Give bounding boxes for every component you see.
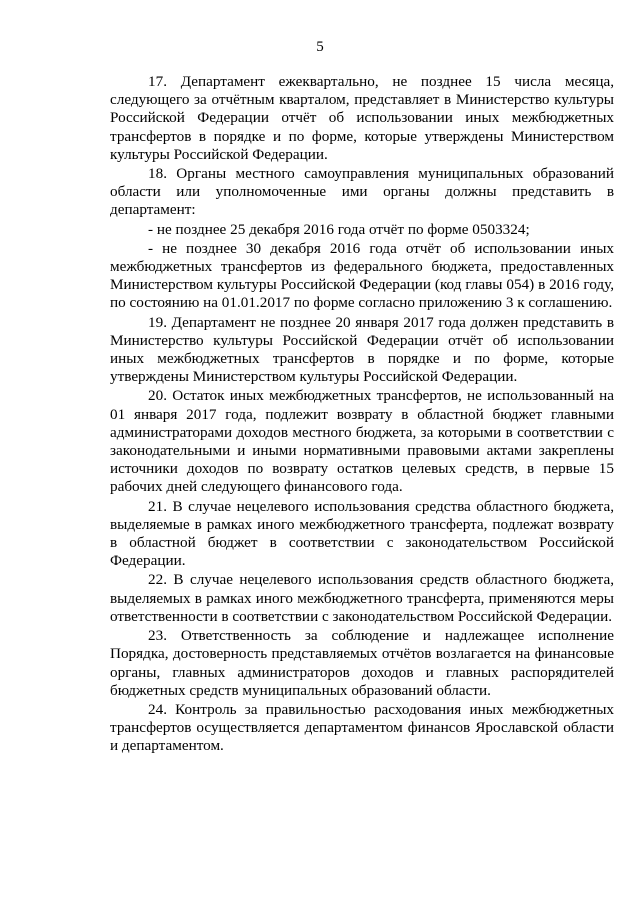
list-item-deadline-30-december: - не позднее 30 декабря 2016 года отчёт об использовании иных межбюджетных трансфертов из федерального бюджета, предоставленных Министерством культуры Российской Федерации (код главы 054) в 2016 году, по состоянию на 01.01.2017 по форме согласно приложению 3 к соглашению.: [110, 239, 614, 312]
paragraph-24: 24. Контроль за правильностью расходования иных межбюджетных трансфертов осуществляется департаментом финансов Ярославской области и департаментом.: [110, 700, 614, 755]
paragraph-23: 23. Ответственность за соблюдение и надлежащее исполнение Порядка, достоверность представляемых отчётов возлагается на финансовые органы, главных администраторов доходов и главных распорядителей бюджетных средств муниципальных образований области.: [110, 627, 614, 699]
paragraph-21: 21. В случае нецелевого использования средства областного бюджета, выделяемые в рамках иного межбюджетного трансферта, подлежат возврату в областной бюджет в соответствии с законодательством Российской Федерации.: [110, 497, 614, 570]
paragraph-22: 22. В случае нецелевого использования средств областного бюджета, выделяемых в рамках иного межбюджетного трансферта, применяются меры ответственности в соответствии с законодательством Российской Федерации.: [110, 571, 614, 625]
paragraph-20: 20. Остаток иных межбюджетных трансфертов, не использованный на 01 января 2017 года, подлежит возврату в областной бюджет главными администраторами доходов местного бюджета, за которыми в соответствии с законодательными и иными нормативными правовыми актами закреплены источники доходов по возврату остатков целевых средств, в первые 15 рабочих дней следующего финансового года.: [110, 387, 614, 496]
paragraph-18: 18. Органы местного самоуправления муниципальных образований области или уполномоченные ими органы должны представить в департамент:: [110, 165, 614, 219]
page-number: 5: [316, 39, 324, 55]
paragraph-17: 17. Департамент ежеквартально, не позднее 15 числа месяца, следующего за отчётным кварталом, представляет в Министерство культуры Российской Федерации отчёт об использовании иных межбюджетных трансфертов в порядке и по форме, которые утверждены Министерством культуры Российской Федерации.: [110, 73, 614, 163]
document-body: [110, 73, 614, 757]
list-item-deadline-25-december: - не позднее 25 декабря 2016 года отчёт по форме 0503324;: [148, 220, 530, 238]
paragraph-19: 19. Департамент не позднее 20 января 2017 года должен представить в Министерство культуры Российской Федерации отчёт об использовании иных межбюджетных трансфертов в порядке и по форме, которые утверждены Министерством культуры Российской Федерации.: [110, 313, 614, 386]
